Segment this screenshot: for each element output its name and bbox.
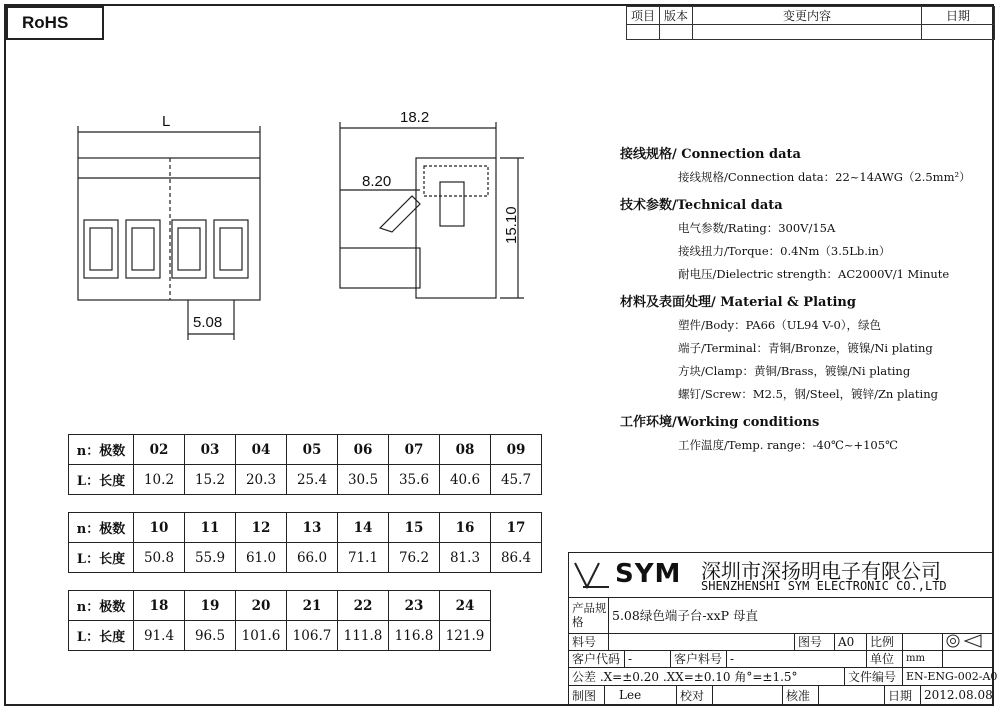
doc-no-label: 文件编号 — [845, 667, 903, 685]
pole-count: 10 — [134, 513, 185, 543]
date-label: 日期 — [885, 685, 921, 705]
projection-symbol-icon — [943, 633, 993, 650]
length-value: 106.7 — [287, 621, 338, 651]
spec-item: 耐电压/Dielectric strength：AC2000V/1 Minute — [678, 267, 950, 281]
part-row — [569, 633, 993, 651]
length-value: 86.4 — [491, 543, 542, 573]
dim-width-label: 18.2 — [400, 109, 430, 126]
pole-count: 24 — [440, 591, 491, 621]
drawing-no: A0 — [835, 633, 867, 650]
customer-code: - — [625, 650, 671, 667]
pole-count: 07 — [389, 435, 440, 465]
length-value: 116.8 — [389, 621, 440, 651]
spec-item: 接线扭力/Torque：0.4Nm（3.5Lb.in） — [678, 244, 891, 258]
length-value: 111.8 — [338, 621, 389, 651]
approved-label: 核准 — [783, 685, 819, 705]
pole-count: 02 — [134, 435, 185, 465]
spec-item: 端子/Terminal：青铜/Bronze，镀镍/Ni plating — [678, 341, 933, 355]
spec-heading: 工作环境/Working conditions — [620, 415, 820, 430]
length-value: 30.5 — [338, 465, 389, 495]
side-view — [340, 122, 524, 298]
pole-count: 11 — [185, 513, 236, 543]
n-label: n：极数 — [69, 591, 134, 621]
spec-heading: 材料及表面处理/ Material & Plating — [620, 295, 856, 310]
company-header — [569, 553, 993, 598]
part-label: 料号 — [569, 633, 609, 650]
dim-offset-label: 8.20 — [362, 173, 392, 190]
spec-item: 电气参数/Rating：300V/15A — [678, 221, 836, 235]
length-value: 71.1 — [338, 543, 389, 573]
rev-col-date: 日期 — [922, 7, 995, 25]
rohs-badge: RoHS — [6, 6, 104, 40]
length-value: 25.4 — [287, 465, 338, 495]
pole-count: 14 — [338, 513, 389, 543]
unit: mm — [903, 650, 943, 667]
signature-row — [569, 685, 993, 705]
drawn-by: Lee — [605, 685, 677, 705]
dim-pitch-label: 5.08 — [193, 314, 223, 331]
length-value: 61.0 — [236, 543, 287, 573]
length-value: 45.7 — [491, 465, 542, 495]
spec-technical — [620, 195, 980, 286]
dim-length-label: L — [162, 113, 171, 130]
tolerance: 公差 .X=±0.20 .XX=±0.10 角°=±1.5° — [569, 667, 845, 685]
pole-count: 21 — [287, 591, 338, 621]
unit-label: 单位 — [867, 650, 903, 667]
date: 2012.08.08 — [924, 688, 993, 702]
length-value: 121.9 — [440, 621, 491, 651]
length-value: 35.6 — [389, 465, 440, 495]
length-value: 76.2 — [389, 543, 440, 573]
spec-item: 螺钉/Screw：M2.5，钢/Steel，镀锌/Zn plating — [678, 387, 938, 401]
product-name: 5.08绿色端子台-xxP 母直 — [612, 608, 759, 623]
pole-count: 17 — [491, 513, 542, 543]
rev-col-item: 项目 — [627, 7, 660, 25]
scale-label: 比例 — [867, 633, 903, 650]
pole-count: 16 — [440, 513, 491, 543]
front-view — [78, 126, 260, 340]
company-logo-icon — [573, 559, 611, 591]
spec-connection — [620, 144, 980, 189]
spec-heading: 技术参数/Technical data — [620, 198, 783, 213]
checked-label: 校对 — [677, 685, 713, 705]
length-value: 10.2 — [134, 465, 185, 495]
spec-item: 塑件/Body：PA66（UL94 V-0），绿色 — [678, 318, 882, 332]
length-value: 66.0 — [287, 543, 338, 573]
product-row — [569, 597, 993, 634]
length-value: 96.5 — [185, 621, 236, 651]
length-value: 91.4 — [134, 621, 185, 651]
tolerance-row — [569, 667, 998, 686]
pole-count: 15 — [389, 513, 440, 543]
spec-working — [620, 412, 980, 457]
pole-count: 04 — [236, 435, 287, 465]
pole-count: 13 — [287, 513, 338, 543]
pole-count: 06 — [338, 435, 389, 465]
pole-count: 23 — [389, 591, 440, 621]
customer-row — [569, 650, 993, 668]
length-value: 101.6 — [236, 621, 287, 651]
spec-material — [620, 292, 980, 406]
length-value: 55.9 — [185, 543, 236, 573]
length-value: 50.8 — [134, 543, 185, 573]
dim-height-label: 15.10 — [503, 206, 520, 244]
customer-part-label: 客户料号 — [671, 650, 727, 667]
title-block — [568, 552, 998, 706]
length-table-3 — [68, 590, 491, 651]
company-name-cn: 深圳市深扬明电子有限公司 — [701, 559, 941, 583]
length-table-2 — [68, 512, 542, 573]
pole-count: 08 — [440, 435, 491, 465]
logo-text: SYM — [615, 559, 682, 589]
customer-code-label: 客户代码 — [569, 650, 625, 667]
rev-col-version: 版本 — [660, 7, 693, 25]
pole-count: 05 — [287, 435, 338, 465]
length-value: 81.3 — [440, 543, 491, 573]
pole-count: 20 — [236, 591, 287, 621]
l-label: L：长度 — [69, 621, 134, 651]
n-label: n：极数 — [69, 513, 134, 543]
length-table-1 — [68, 434, 542, 495]
l-label: L：长度 — [69, 543, 134, 573]
spec-item: 方块/Clamp：黄铜/Brass，镀镍/Ni plating — [678, 364, 911, 378]
rev-col-change: 变更内容 — [693, 7, 922, 25]
customer-part: - — [727, 650, 867, 667]
pole-count: 22 — [338, 591, 389, 621]
pole-count: 03 — [185, 435, 236, 465]
pole-count: 12 — [236, 513, 287, 543]
spec-block — [620, 138, 980, 457]
length-value: 15.2 — [185, 465, 236, 495]
drawing-no-label: 图号 — [795, 633, 835, 650]
pole-count: 09 — [491, 435, 542, 465]
product-label: 产品规格 — [569, 597, 609, 633]
pole-count: 18 — [134, 591, 185, 621]
company-name-en: SHENZHENSHI SYM ELECTRONIC CO.,LTD — [701, 579, 947, 593]
n-label: n：极数 — [69, 435, 134, 465]
spec-item: 工作温度/Temp. range：-40℃~+105℃ — [678, 438, 898, 452]
spec-item: 接线规格/Connection data：22~14AWG（2.5mm²） — [678, 170, 971, 184]
doc-no: EN-ENG-002-A0 — [906, 669, 998, 683]
length-value: 40.6 — [440, 465, 491, 495]
drawn-label: 制图 — [569, 685, 605, 705]
pole-count: 19 — [185, 591, 236, 621]
spec-heading: 接线规格/ Connection data — [620, 147, 801, 162]
length-value: 20.3 — [236, 465, 287, 495]
l-label: L：长度 — [69, 465, 134, 495]
